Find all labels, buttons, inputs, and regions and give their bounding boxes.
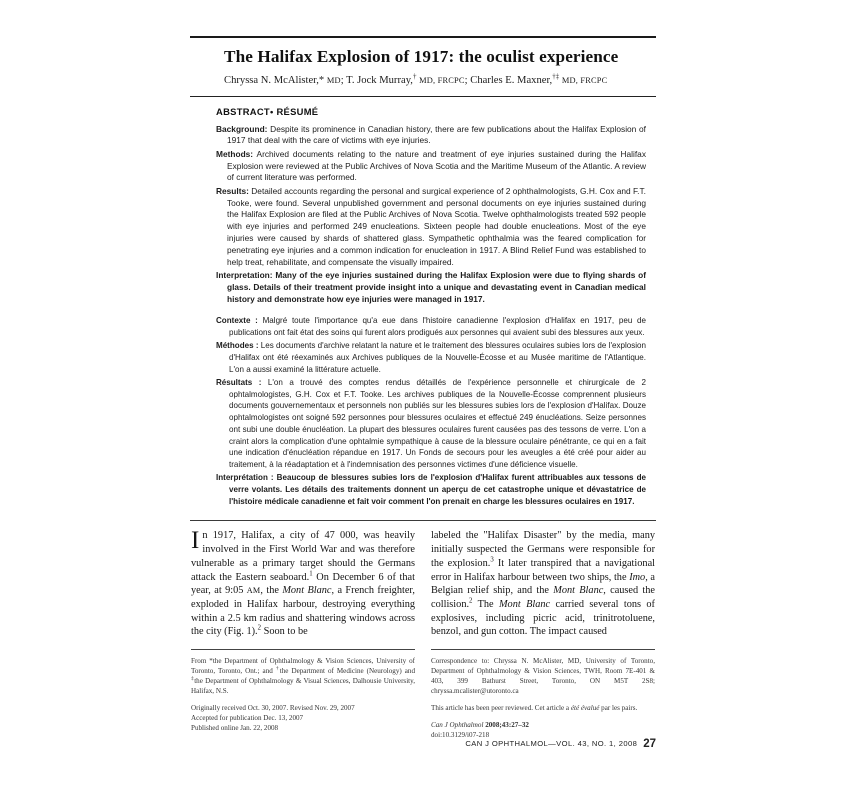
abstract-paragraph [216, 149, 646, 185]
footnote-columns [190, 649, 656, 747]
footnote-right-rule [431, 649, 655, 650]
footnote-left-rule [191, 649, 415, 650]
abstract-heading: ABSTRACT• RÉSUMÉ [216, 105, 319, 117]
abstract-paragraph-text-fr: L'on a trouvé des comptes rendus détaillés de l'expérience personnelle et chirurgicale de 2 ophtalmologistes, G.H. Cox et F.T. Tooke. Les archives publiques de la Nouvelle-Écosse comprennent plusieurs documents gouvernementaux et personnels non publiés sur les blessures subies lors de l'explosion d'Halifax. Douze ophtalmologistes ont soigné 592 personnes pour blessures oculaires et effectué 249 énucléations. Seize personnes ont subi une double énucléation. La plupart des blessures oculaires furent causées pas des tessons de verre. L'on a craint alors la complication d'une ophtalmie sympathique à cause de la blessure oculaire pénétrante, ce qui en a fait une indication d'énucléation répandue en 1917. Un Fonds de secours pour les aveugles a été créé pour aider au traitement, à la réadaptation et à l'indemnisation des personnes victimes d'une déficience visuelle. [229, 377, 646, 470]
publication-dates-note: Originally received Oct. 30, 2007. Revised Nov. 29, 2007 Accepted for publication Dec. 13, 2007 Published online Jan. 22, 2008 [191, 704, 355, 733]
abstract-paragraph-label: Results: [216, 185, 249, 196]
abstract-english-paragraphs [216, 124, 646, 306]
body-column-right [431, 529, 655, 639]
page-footer [190, 738, 656, 750]
abstract-paragraph-text: Despite its prominence in Canadian history, there are few publications about the Halifax Explosion of 1917 that deal with the care of victims with eye injuries. [227, 123, 646, 146]
body-column-left [191, 529, 415, 639]
abstract-paragraph-label-fr: Contexte : [216, 316, 258, 326]
author-bottom-rule [190, 96, 656, 97]
abstract-section [190, 106, 656, 508]
footnote-column-left [191, 649, 415, 747]
affiliation-note: From *the Department of Ophthalmology & Vision Sciences, University of Toronto, Toronto, Ont.; and †the Department of Medicine (Neurology) and ‡the Department of Ophthalmology & Visual Sciences, Dalhousie University, Halifax, N.S. [191, 656, 415, 696]
title-top-rule [190, 36, 656, 38]
abstract-paragraph [216, 124, 646, 148]
abstract-paragraph-label-fr: Méthodes : [216, 341, 259, 351]
author-list: Chryssa N. McAlister,* MD; T. Jock Murray,† MD, FRCPC; Charles E. Maxner,†‡ MD, FRCPC [224, 72, 608, 86]
abstract-paragraph-label: Background: [216, 123, 268, 134]
body-text-right: labeled the "Halifax Disaster" by the media, many initially suspected the Germans were responsible for the explosion.$^3$ It later transpired that a navigational error in Halifax harbour between two ships, the Imo, a Belgian relief ship, and the Mont Blanc, caused the collision.$^2$ The Mont Blanc carried several tons of explosives, including picric acid, trinitrotoluene, benzol, and gun cotton. The impact caused [431, 530, 655, 638]
abstract-paragraph-fr [216, 377, 646, 471]
abstract-paragraph-label: Methods: [216, 148, 254, 159]
footnote-column-right [431, 649, 655, 747]
abstract-paragraph-text: Detailed accounts regarding the personal and surgical experience of 2 ophthalmologists, G.H. Cox and F.T. Tooke, were found. Several unpublished government and personal documents on eye injuries sustained during the Halifax Explosion are filed at the Public Archives of Nova Scotia. Twelve ophthalmologists treated 592 people with eye injuries and performed 249 enucleations. Sixteen people had double enucleations. Most of the eye injuries were caused by shards of shattered glass. Sympathetic ophthalmia was the feared complication for penetrating eye injuries and a common indication for enucleation in 1917. A Blind Relief Fund was established to help treat, rehabilitate, and compensate the visually impaired. [227, 185, 646, 267]
abstract-paragraph-text: Archived documents relating to the nature and treatment of eye injuries sustained during the Halifax Explosion were reviewed at the Public Archives of Nova Scotia and the Maritime Museum of the Atlantic. A review of current literature was performed. [227, 148, 646, 183]
abstract-french-paragraphs [216, 315, 646, 507]
abstract-paragraph [216, 270, 646, 306]
body-top-rule [190, 520, 656, 521]
abstract-language-gap [216, 307, 646, 315]
abstract-paragraph-text: Many of the eye injuries sustained during the Halifax Explosion were due to flying shards of glass. Details of their treatment provide insight into a unique and devastating event in Canadian medical history and demonstrate how eye injuries were managed in 1917. [227, 270, 646, 304]
body-paragraph-left [191, 529, 415, 639]
abstract-paragraph-fr [216, 472, 646, 507]
body-text-left: n 1917, Halifax, a city of 47 000, was heavily involved in the First World War and was therefore vulnerable as a primary target should the Germans attack the Eastern seaboard.$^1$ On December 6 of that year, at 9:05 AM, the Mont Blanc, a French freighter, exploded in Halifax harbour, destroying everything within a 2.5 km radius and shattering windows across the city (Fig. 1).$^2$ Soon to be [191, 530, 416, 638]
abstract-paragraph-label-fr: Interprétation : [216, 473, 274, 483]
abstract-paragraph-label: Interpretation: [216, 270, 273, 281]
abstract-paragraph-text-fr: Beaucoup de blessures subies lors de l'explosion d'Halifax furent attribuables aux tessons de verre volants. Les détails des traitements donnent un aperçu de cet catastrophe unique et dévastatrice de l'histoire médicale canadienne et fait voir comment l'on prenait en charge les blessures oculaires en 1917. [229, 473, 646, 506]
page-number: 27 [643, 738, 656, 750]
article-sheet [190, 36, 656, 747]
abstract-paragraph-text-fr: Malgré toute l'importance qu'a eue dans l'histoire canadienne l'explosion d'Halifax en 1917, peu de publications ont fait état des soins qui furent alors prodigués aux personnes qui avaient subi des blessures aux yeux. [229, 316, 646, 337]
body-columns [190, 529, 656, 639]
page-title: The Halifax Explosion of 1917: the oculist experience [224, 47, 619, 66]
abstract-paragraph [216, 186, 646, 269]
abstract-paragraph-text-fr: Les documents d'archive relatant la nature et le traitement des blessures oculaires subies lors de l'explosion d'Halifax ont été réexaminés aux Archives publiques de la Nouvelle-Écosse et au Musée maritime de l'Atlantique. L'on a aussi examiné la littérature actuelle. [229, 341, 646, 374]
peer-review-note: This article has been peer reviewed. Cet article a été évalué par les pairs. [431, 704, 638, 713]
abstract-paragraph-label-fr: Résultats : [216, 377, 262, 387]
correspondence-note: Correspondence to: Chryssa N. McAlister, MD, University of Toronto, Department of Ophthalmology & Vision Sciences, TWH, Room 7E-401 & 403, 399 Bathurst Street, Toronto, ON M5T 2S8; chryssa.mcalister@utoronto.ca [431, 656, 655, 696]
body-paragraph-right [431, 529, 655, 639]
abstract-paragraph-fr [216, 340, 646, 375]
abstract-paragraph-fr [216, 315, 646, 338]
journal-footer-line: CAN J OPHTHALMOL—VOL. 43, NO. 1, 2008 [465, 739, 638, 748]
drop-cap: I [191, 527, 200, 555]
journal-citation: Can J Ophthalmol 2008;43:27–32 doi:10.3129/i07-218 [431, 721, 529, 740]
